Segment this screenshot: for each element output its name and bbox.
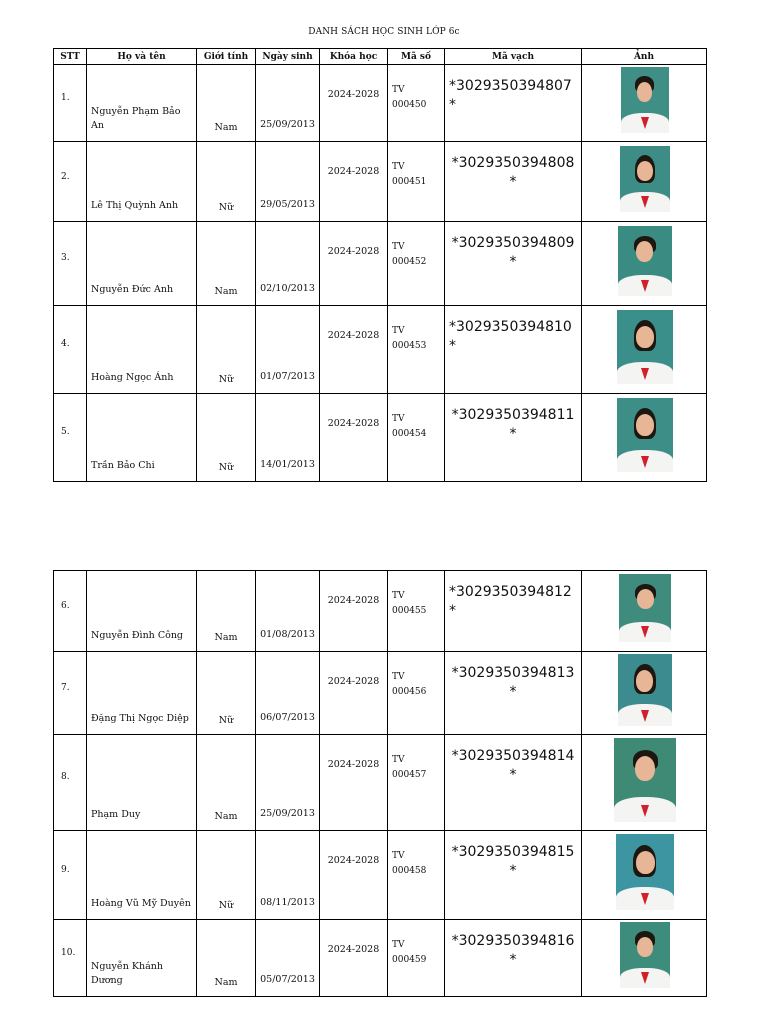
student-name: Phạm Duy: [91, 809, 141, 820]
code-prefix: TV: [392, 940, 405, 950]
student-barcode: *3029350394815*: [451, 844, 575, 879]
student-photo: [618, 654, 672, 726]
row-number: 8.: [61, 772, 70, 782]
header-code: Mã số: [388, 49, 445, 65]
photo-face: [636, 670, 653, 692]
photo-cell: [582, 65, 707, 142]
code-cell: [388, 222, 445, 306]
code-prefix: TV: [392, 414, 405, 424]
stt-cell: [54, 652, 87, 735]
student-photo: [614, 738, 676, 822]
code-prefix: TV: [392, 851, 405, 861]
photo-cell: [582, 652, 707, 735]
student-barcode: *3029350394814*: [451, 748, 575, 783]
code-number: 000451: [392, 177, 427, 187]
student-gender: Nam: [214, 122, 238, 133]
document-title: DANH SÁCH HỌC SINH LỚP 6c: [308, 27, 460, 37]
student-name: Lê Thị Quỳnh Anh: [91, 200, 179, 211]
code-number: 000456: [392, 687, 427, 697]
dob-cell: [256, 735, 320, 831]
code-prefix: TV: [392, 591, 405, 601]
photo-face: [636, 241, 653, 262]
student-course: 2024-2028: [327, 89, 380, 100]
student-gender: Nữ: [218, 462, 234, 473]
student-table-page-2: [53, 570, 707, 997]
photo-red-scarf: [641, 456, 649, 468]
student-gender: Nữ: [218, 715, 234, 726]
stt-cell: [54, 831, 87, 920]
photo-face: [637, 82, 652, 102]
student-photo: [618, 226, 672, 296]
code-number: 000455: [392, 606, 427, 616]
photo-cell: [582, 394, 707, 482]
code-cell: [388, 831, 445, 920]
barcode-cell: [445, 394, 582, 482]
stt-cell: [54, 735, 87, 831]
course-cell: [320, 222, 388, 306]
row-number: 5.: [61, 427, 70, 437]
code-prefix: TV: [392, 85, 405, 95]
name-cell: [87, 394, 197, 482]
student-gender: Nam: [214, 977, 238, 988]
student-barcode: *3029350394810*: [449, 319, 572, 354]
photo-red-scarf: [641, 710, 649, 722]
code-number: 000459: [392, 955, 427, 965]
row-number: 1.: [61, 93, 70, 103]
student-dob: 01/07/2013: [260, 371, 315, 382]
stt-cell: [54, 920, 87, 997]
gender-cell: [197, 222, 256, 306]
photo-face: [637, 937, 653, 957]
student-gender: Nam: [214, 811, 238, 822]
header-stt: STT: [54, 49, 87, 65]
course-cell: [320, 394, 388, 482]
student-code: [392, 753, 442, 783]
name-cell: [87, 831, 197, 920]
student-course: 2024-2028: [327, 166, 380, 177]
barcode-cell: [445, 306, 582, 394]
course-cell: [320, 652, 388, 735]
photo-cell: [582, 306, 707, 394]
photo-face: [637, 161, 653, 181]
photo-face: [635, 756, 655, 781]
student-photo: [616, 834, 674, 910]
table-row: [54, 920, 707, 997]
student-dob: 25/09/2013: [260, 119, 315, 130]
table-row: [54, 142, 707, 222]
photo-cell: [582, 571, 707, 652]
name-cell: [87, 306, 197, 394]
student-dob: 01/08/2013: [260, 629, 315, 640]
barcode-cell: [445, 142, 582, 222]
barcode-cell: [445, 920, 582, 997]
stt-cell: [54, 65, 87, 142]
student-photo: [619, 574, 671, 642]
stt-cell: [54, 571, 87, 652]
gender-cell: [197, 306, 256, 394]
student-table-page-1: [53, 48, 707, 482]
course-cell: [320, 920, 388, 997]
photo-cell: [582, 735, 707, 831]
student-photo: [620, 146, 670, 212]
student-name: Đặng Thị Ngọc Diệp: [91, 713, 189, 724]
course-cell: [320, 735, 388, 831]
student-code: [392, 324, 442, 354]
barcode-cell: [445, 571, 582, 652]
barcode-cell: [445, 222, 582, 306]
table-row: [54, 831, 707, 920]
code-number: 000454: [392, 429, 427, 439]
dob-cell: [256, 142, 320, 222]
barcode-cell: [445, 65, 582, 142]
header-photo: Ảnh: [582, 49, 707, 65]
student-name: Nguyễn Khánh Dương: [91, 961, 163, 986]
row-number: 4.: [61, 339, 70, 349]
student-code: [392, 589, 442, 619]
photo-red-scarf: [641, 893, 649, 905]
student-gender: Nam: [214, 632, 238, 643]
student-course: 2024-2028: [327, 330, 380, 341]
student-dob: 29/05/2013: [260, 199, 315, 210]
code-prefix: TV: [392, 162, 405, 172]
student-gender: Nữ: [218, 202, 234, 213]
student-course: 2024-2028: [327, 595, 380, 606]
student-barcode: *3029350394816*: [451, 933, 575, 968]
course-cell: [320, 142, 388, 222]
gender-cell: [197, 831, 256, 920]
name-cell: [87, 652, 197, 735]
student-name: Hoàng Ngọc Ánh: [91, 372, 174, 383]
student-course: 2024-2028: [327, 855, 380, 866]
row-number: 10.: [61, 948, 76, 958]
student-code: [392, 160, 442, 190]
gender-cell: [197, 652, 256, 735]
code-number: 000452: [392, 257, 427, 267]
barcode-cell: [445, 831, 582, 920]
stt-cell: [54, 306, 87, 394]
student-code: [392, 83, 442, 113]
gender-cell: [197, 394, 256, 482]
code-prefix: TV: [392, 326, 405, 336]
code-cell: [388, 920, 445, 997]
barcode-cell: [445, 652, 582, 735]
table-row: [54, 306, 707, 394]
student-photo: [617, 310, 673, 384]
table-row: [54, 222, 707, 306]
photo-red-scarf: [641, 280, 649, 292]
student-barcode: *3029350394809*: [451, 235, 575, 270]
dob-cell: [256, 306, 320, 394]
dob-cell: [256, 571, 320, 652]
name-cell: [87, 920, 197, 997]
student-code: [392, 849, 442, 879]
dob-cell: [256, 652, 320, 735]
header-name: Họ và tên: [87, 49, 197, 65]
photo-face: [637, 589, 654, 609]
student-name: Trần Bảo Chi: [91, 460, 155, 471]
student-code: [392, 240, 442, 270]
student-gender: Nữ: [218, 900, 234, 911]
student-dob: 25/09/2013: [260, 808, 315, 819]
student-barcode: *3029350394807*: [449, 78, 572, 113]
row-number: 3.: [61, 253, 70, 263]
student-course: 2024-2028: [327, 246, 380, 257]
table-row: [54, 394, 707, 482]
dob-cell: [256, 222, 320, 306]
photo-cell: [582, 142, 707, 222]
code-number: 000450: [392, 100, 427, 110]
gender-cell: [197, 142, 256, 222]
student-barcode: *3029350394808*: [451, 155, 575, 190]
student-dob: 05/07/2013: [260, 974, 315, 985]
name-cell: [87, 65, 197, 142]
gender-cell: [197, 735, 256, 831]
gender-cell: [197, 571, 256, 652]
header-course: Khóa học: [320, 49, 388, 65]
table-row: [54, 652, 707, 735]
course-cell: [320, 831, 388, 920]
photo-red-scarf: [641, 626, 649, 638]
student-name: Nguyễn Đình Công: [91, 630, 184, 641]
student-gender: Nam: [214, 286, 238, 297]
photo-face: [636, 414, 654, 436]
student-photo: [617, 398, 673, 472]
student-course: 2024-2028: [327, 944, 380, 955]
table-row: [54, 571, 707, 652]
student-code: [392, 412, 442, 442]
student-photo: [620, 922, 670, 988]
student-name: Nguyễn Đức Anh: [91, 284, 174, 295]
row-number: 7.: [61, 683, 70, 693]
photo-cell: [582, 222, 707, 306]
student-dob: 02/10/2013: [260, 283, 315, 294]
student-barcode: *3029350394812*: [449, 584, 572, 619]
code-cell: [388, 142, 445, 222]
photo-cell: [582, 920, 707, 997]
code-cell: [388, 394, 445, 482]
row-number: 6.: [61, 601, 70, 611]
student-dob: 14/01/2013: [260, 459, 315, 470]
student-course: 2024-2028: [327, 759, 380, 770]
student-dob: 06/07/2013: [260, 712, 315, 723]
stt-cell: [54, 222, 87, 306]
photo-red-scarf: [641, 368, 649, 380]
photo-red-scarf: [641, 805, 649, 817]
photo-red-scarf: [641, 117, 649, 129]
student-course: 2024-2028: [327, 418, 380, 429]
code-number: 000458: [392, 866, 427, 876]
course-cell: [320, 306, 388, 394]
code-number: 000457: [392, 770, 427, 780]
code-prefix: TV: [392, 755, 405, 765]
code-cell: [388, 571, 445, 652]
stt-cell: [54, 142, 87, 222]
photo-red-scarf: [641, 196, 649, 208]
stt-cell: [54, 394, 87, 482]
dob-cell: [256, 831, 320, 920]
gender-cell: [197, 65, 256, 142]
student-dob: 08/11/2013: [260, 897, 315, 908]
table-header-row: [54, 49, 707, 65]
photo-cell: [582, 831, 707, 920]
code-cell: [388, 306, 445, 394]
table-row: [54, 735, 707, 831]
code-number: 000453: [392, 341, 427, 351]
student-barcode: *3029350394813*: [451, 665, 575, 700]
student-code: [392, 670, 442, 700]
barcode-cell: [445, 735, 582, 831]
code-cell: [388, 65, 445, 142]
student-code: [392, 938, 442, 968]
dob-cell: [256, 394, 320, 482]
dob-cell: [256, 920, 320, 997]
photo-red-scarf: [641, 972, 649, 984]
student-name: Nguyễn Phạm Bảo An: [91, 106, 181, 131]
photo-face: [636, 326, 654, 348]
photo-face: [636, 851, 655, 874]
student-name: Hoàng Vũ Mỹ Duyên: [91, 898, 191, 909]
student-gender: Nữ: [218, 374, 234, 385]
header-gender: Giới tính: [197, 49, 256, 65]
row-number: 9.: [61, 865, 70, 875]
name-cell: [87, 222, 197, 306]
gender-cell: [197, 920, 256, 997]
header-barcode: Mã vạch: [445, 49, 582, 65]
course-cell: [320, 65, 388, 142]
student-barcode: *3029350394811*: [451, 407, 575, 442]
row-number: 2.: [61, 172, 70, 182]
table-row: [54, 65, 707, 142]
name-cell: [87, 735, 197, 831]
header-dob: Ngày sinh: [256, 49, 320, 65]
name-cell: [87, 142, 197, 222]
course-cell: [320, 571, 388, 652]
dob-cell: [256, 65, 320, 142]
code-cell: [388, 735, 445, 831]
student-course: 2024-2028: [327, 676, 380, 687]
student-photo: [621, 67, 669, 133]
code-cell: [388, 652, 445, 735]
code-prefix: TV: [392, 672, 405, 682]
name-cell: [87, 571, 197, 652]
code-prefix: TV: [392, 242, 405, 252]
